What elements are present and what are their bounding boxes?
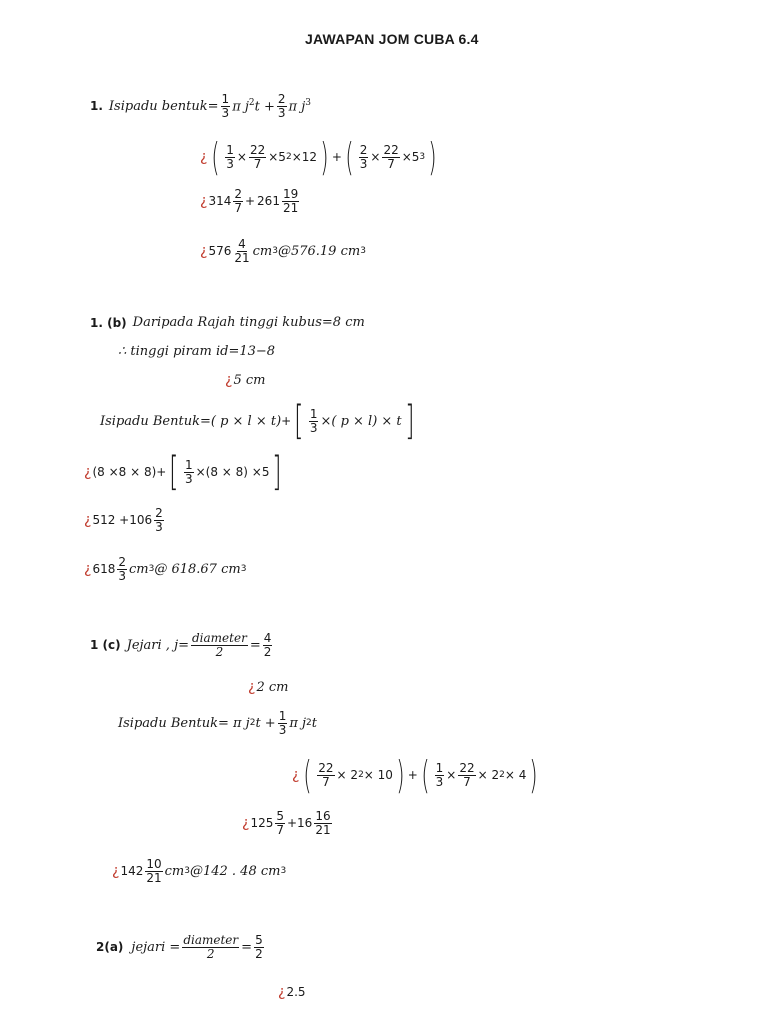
q2a-line1: 2(a) jejari = $\frac{\text{diameter}}{2}$ = $\frac{5}{2}$: [96, 933, 263, 961]
q1b-line3: ¿ 5 cm: [225, 372, 266, 388]
q1c-line1: 1 (c) Jejari , j= $\frac{\text{diameter}}{2}$ = $\frac{4}{2}$: [90, 631, 272, 659]
q1b-number: 1. (b): [90, 315, 127, 330]
q1b-line4: Isipadu Bentuk= ( p × l × t) + [ $\frac{1}{3}$ ×( p × l) × t ]: [100, 398, 415, 444]
q1a-line4: ¿ 576 $\frac{4}{21}$ cm 3 @576.19 cm 3: [200, 237, 366, 265]
q1a-l2-f2: $\frac{22}{7}$: [249, 142, 266, 171]
q1c-line5: ¿ 125 $\frac{5}{7}$ +16 $\frac{16}{21}$: [242, 809, 331, 837]
q1b-line2: ∴ tinggi piram id=13−8: [118, 344, 276, 359]
q1b-line1: 1. (b) Daripada Rajah tinggi kubus=8 cm: [90, 315, 365, 330]
q1a-number: 1.: [90, 99, 103, 114]
equals-symbol: ¿: [200, 149, 208, 165]
q1c-line3: Isipadu Bentuk= π j 2 t + $\frac{1}{3}$ π j 2 t: [118, 709, 318, 737]
q1c-line6: ¿ 142 $\frac{10}{21}$ cm 3 @142 . 48 cm 3: [112, 857, 287, 885]
q1a-line1: 1. Isipadu bentuk= $\frac{1}{3}$ π $j^2t$ + $\frac{2}{3}$ π $j^3$: [90, 92, 311, 120]
q1a-line2: ¿ ( $\frac{1}{3}$ × $\frac{22}{7}$ ×5 2 ×12 ) + ( $\frac{2}{3}$ × $\frac{22}{7}$ ×5 3 ): [200, 135, 437, 179]
q1a-line3: ¿ 314 $\frac{2}{7}$ + 261 $\frac{19}{21}$: [200, 187, 299, 215]
q1a-l2-f3: $\frac{2}{3}$: [359, 142, 368, 171]
q1b-line5: ¿ (8 ×8 × 8) + [ $\frac{1}{3}$ ×(8 × 8) ×5 ]: [84, 449, 282, 495]
q1a-frac-1-3: $\frac{1}{3}$: [221, 92, 230, 120]
q1a-l2-f1: $\frac{1}{3}$: [226, 142, 234, 171]
q1c-line2: ¿ 2 cm: [248, 679, 289, 695]
q1b-line6: ¿ 512 +106 $\frac{2}{3}$: [84, 506, 163, 534]
q1c-line4: ¿ ( $\frac{22}{7}$ × 2 2 × 10 ) + ( $\frac{1}{3}$ × $\frac{22}{7}$ × 2 2 × 4 ): [292, 753, 538, 797]
q1a-frac-2-3: $\frac{2}{3}$: [277, 92, 286, 120]
q1a-l2-f4: $\frac{22}{7}$: [383, 142, 399, 171]
q2a-number: 2(a): [96, 940, 124, 955]
q2a-line2: ¿ 2.5: [278, 984, 306, 1000]
q1b-line7: ¿ 618 $\frac{2}{3}$ cm 3 @ 618.67 cm 3: [84, 555, 247, 583]
page-title: JAWAPAN JOM CUBA 6.4: [305, 31, 479, 47]
q1a-formula-label: Isipadu bentuk=: [108, 98, 219, 114]
q1c-number: 1 (c): [90, 638, 121, 653]
